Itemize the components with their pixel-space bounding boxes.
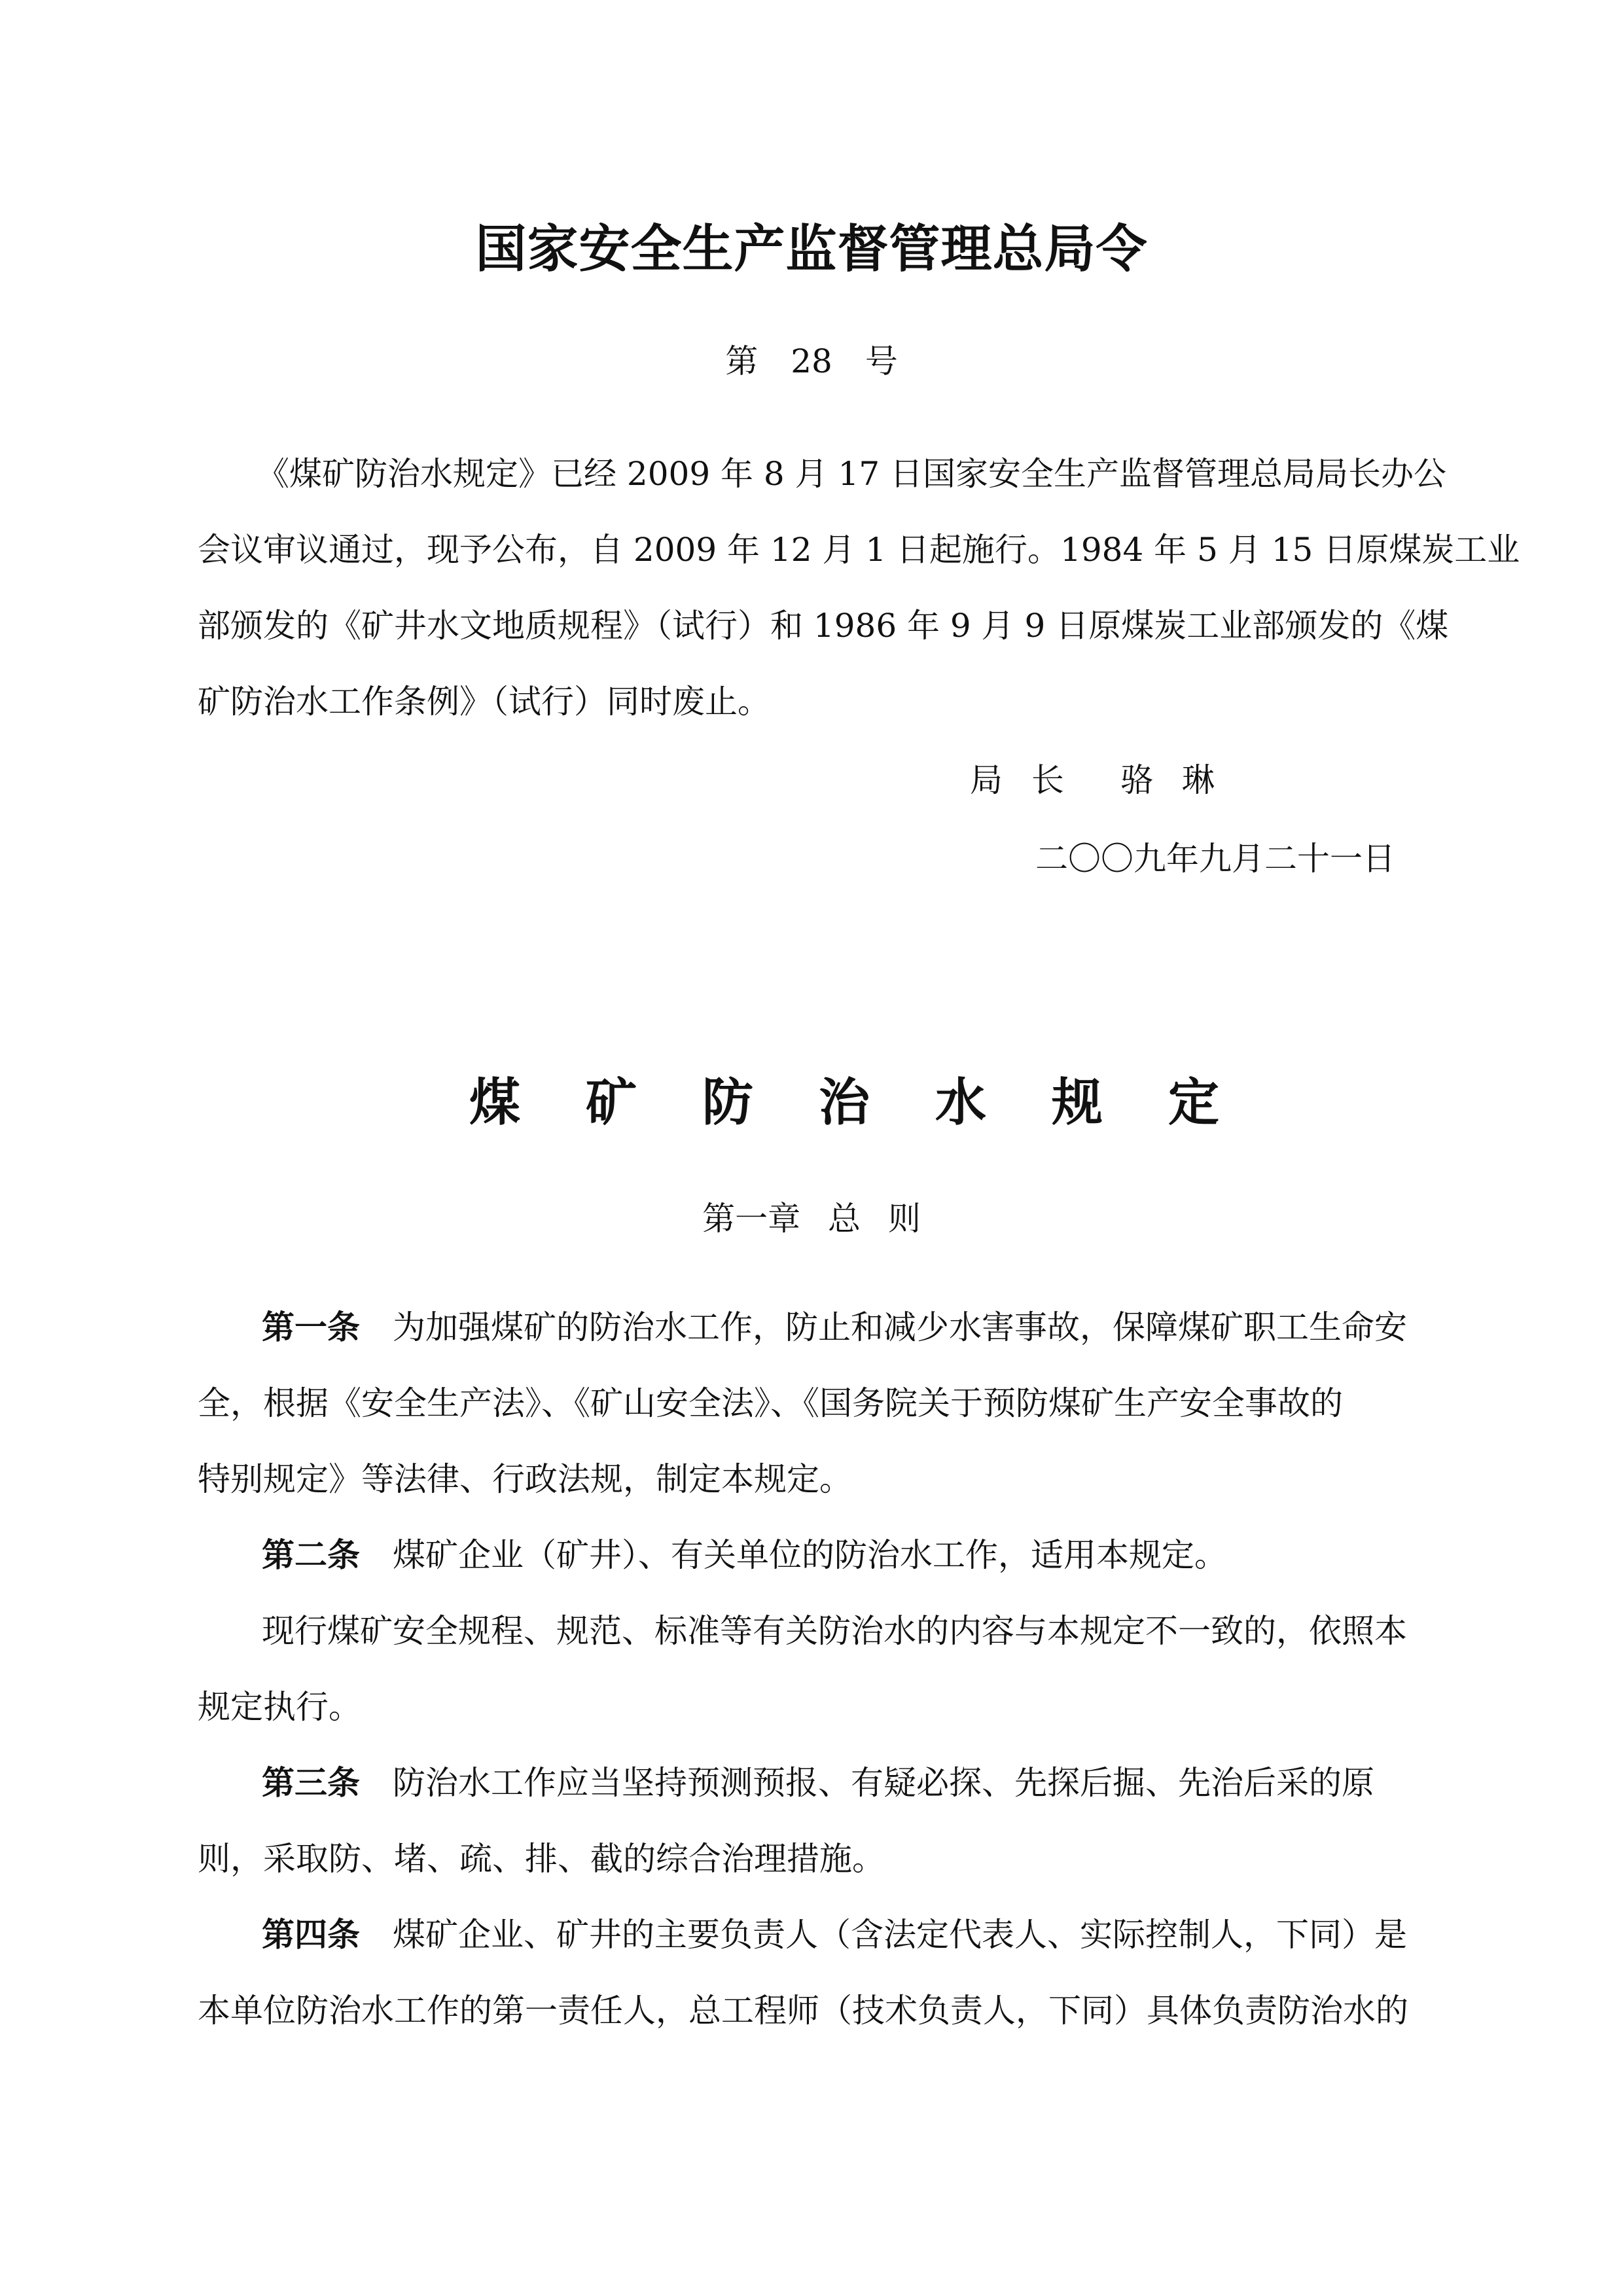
article-text: 煤矿企业、矿井的主要负责人（含法定代表人、实际控制人，下同）是 — [393, 1916, 1407, 1954]
signature-name: 骆 琳 — [1120, 761, 1215, 799]
order-prefix: 第 — [725, 342, 758, 380]
decree-line: 《煤矿防治水规定》已经 2009 年 8 月 17 日国家安全生产监督管理总局局长办公 — [257, 455, 1447, 493]
article-line: 本单位防治水工作的第一责任人，总工程师（技术负责人，下同）具体负责防治水的 — [198, 1992, 1408, 2030]
decree-line: 会议审议通过，现予公布，自 2009 年 12 月 1 日起施行。1984 年 5 月 15 日原煤炭工业 — [198, 531, 1520, 569]
article-first-line — [262, 1308, 1428, 1347]
decree-title: 国家安全生产监督管理总局令 — [475, 219, 1148, 279]
article-text: 防治水工作应当坚持预测预报、有疑必探、先探后掘、先治后采的原 — [393, 1764, 1374, 1802]
regulation-title: 煤矿防治水规定 — [469, 1073, 1285, 1132]
article-first-line — [262, 1763, 1428, 1803]
decree-line: 部颁发的《矿井水文地质规程》（试行）和 1986 年 9 月 9 日原煤炭工业部颁发的《煤 — [198, 607, 1449, 645]
article-text: 煤矿企业（矿井）、有关单位的防治水工作，适用本规定。 — [393, 1536, 1227, 1574]
article-label: 第三条 — [262, 1763, 360, 1802]
paragraph-line: 现行煤矿安全规程、规范、标准等有关防治水的内容与本规定不一致的，依照本 — [262, 1612, 1407, 1650]
paragraph-line: 规定执行。 — [198, 1688, 361, 1726]
article-line: 则，采取防、堵、疏、排、截的综合治理措施。 — [198, 1840, 885, 1878]
order-number-value: 28 — [791, 342, 832, 380]
article-label: 第一条 — [262, 1308, 360, 1346]
signature-title: 局 长 — [970, 761, 1064, 799]
article-line: 全，根据《安全生产法》、《矿山安全法》、《国务院关于预防煤矿生产安全事故的 — [198, 1384, 1343, 1422]
chapter-heading: 第一章 总 则 — [702, 1200, 921, 1238]
order-suffix: 号 — [865, 342, 898, 380]
article-first-line — [262, 1535, 1428, 1575]
order-number — [0, 335, 1623, 382]
decree-date: 二〇〇九年九月二十一日 — [1035, 840, 1395, 878]
article-label: 第四条 — [262, 1915, 360, 1954]
decree-line: 矿防治水工作条例》（试行）同时废止。 — [198, 683, 770, 721]
article-line: 特别规定》等法律、行政法规，制定本规定。 — [198, 1460, 852, 1498]
article-first-line — [262, 1915, 1428, 1954]
article-text: 为加强煤矿的防治水工作，防止和减少水害事故，保障煤矿职工生命安 — [393, 1308, 1407, 1346]
article-label: 第二条 — [262, 1535, 360, 1574]
